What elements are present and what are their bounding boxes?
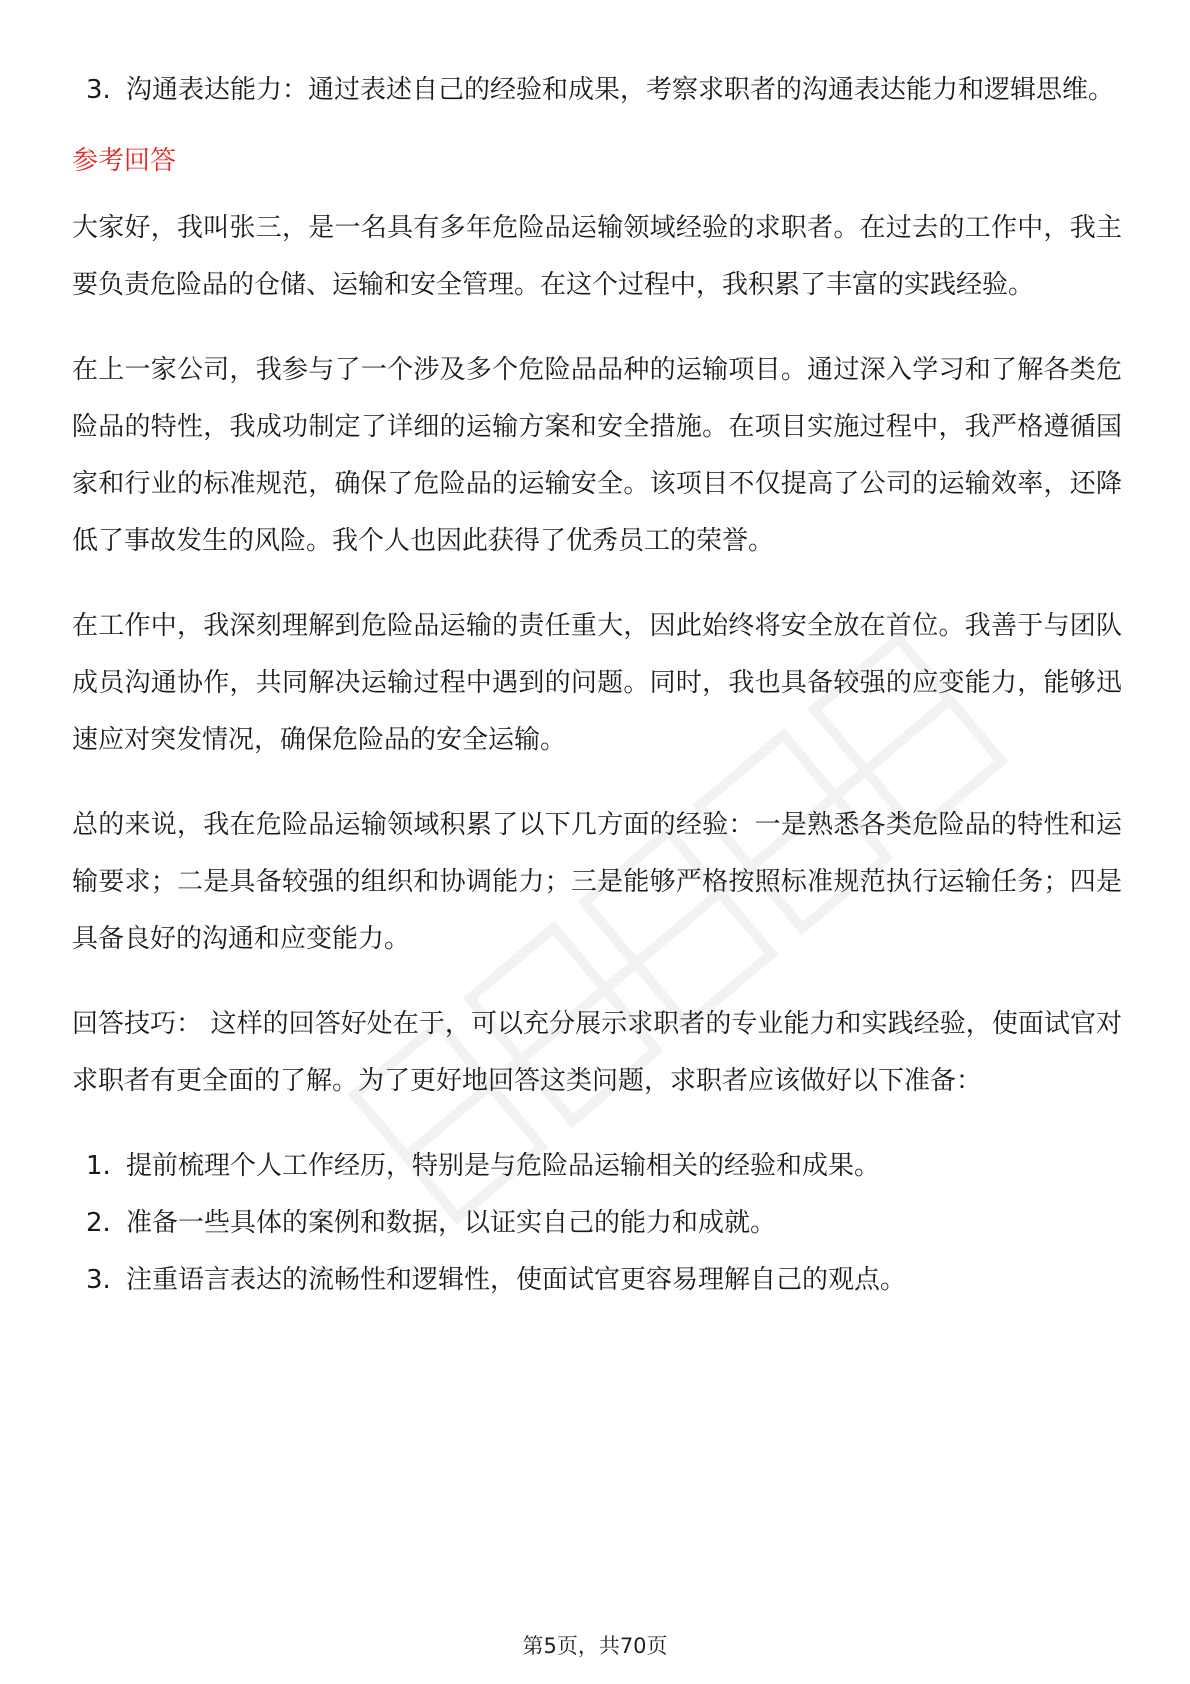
list-item-number: 2. bbox=[86, 1208, 111, 1238]
answer-heading: 参考回答 bbox=[72, 146, 177, 176]
list-item bbox=[72, 1252, 1122, 1309]
paragraph-tips: 回答技巧： 这样的回答好处在于，可以充分展示求职者的专业能力和实践经验，使面试官对求职者有更全面的了解。为了更好地回答这类问题，求职者应该做好以下准备： bbox=[72, 1009, 1122, 1096]
list-item bbox=[72, 1138, 1122, 1195]
page-footer: 第5页，共70页 bbox=[522, 1634, 668, 1658]
list-item-number: 3. bbox=[86, 75, 111, 105]
list-item-text: 注重语言表达的流畅性和逻辑性，使面试官更容易理解自己的观点。 bbox=[126, 1265, 907, 1295]
list-item-number: 3. bbox=[86, 1265, 111, 1295]
tips-list bbox=[72, 1138, 1122, 1309]
paragraph-intro: 大家好，我叫张三，是一名具有多年危险品运输领域经验的求职者。在过去的工作中，我主要负责危险品的仓储、运输和安全管理。在这个过程中，我积累了丰富的实践经验。 bbox=[72, 213, 1122, 300]
top-list bbox=[72, 62, 1122, 119]
list-item bbox=[72, 62, 1122, 119]
list-item-text: 沟通表达能力：通过表述自己的经验和成果，考察求职者的沟通表达能力和逻辑思维。 bbox=[126, 75, 1115, 105]
list-item bbox=[72, 1195, 1122, 1252]
list-item-number: 1. bbox=[86, 1151, 111, 1181]
paragraph-work: 在工作中，我深刻理解到危险品运输的责任重大，因此始终将安全放在首位。我善于与团队成员沟通协作，共同解决运输过程中遇到的问题。同时，我也具备较强的应变能力，能够迅速应对突发情况，确保危险品的安全运输。 bbox=[72, 611, 1122, 755]
list-item-text: 准备一些具体的案例和数据，以证实自己的能力和成就。 bbox=[126, 1208, 777, 1238]
paragraph-project: 在上一家公司，我参与了一个涉及多个危险品品种的运输项目。通过深入学习和了解各类危险品的特性，我成功制定了详细的运输方案和安全措施。在项目实施过程中，我严格遵循国家和行业的标准规范，确保了危险品的运输安全。该项目不仅提高了公司的运输效率，还降低了事故发生的风险。我个人也因此获得了优秀员工的荣誉。 bbox=[72, 355, 1122, 556]
main-content bbox=[72, 62, 1122, 1309]
list-item-text: 提前梳理个人工作经历，特别是与危险品运输相关的经验和成果。 bbox=[126, 1151, 881, 1181]
paragraph-summary: 总的来说，我在危险品运输领域积累了以下几方面的经验：一是熟悉各类危险品的特性和运输要求；二是具备较强的组织和协调能力；三是能够严格按照标准规范执行运输任务；四是具备良好的沟通和应变能力。 bbox=[72, 810, 1122, 954]
